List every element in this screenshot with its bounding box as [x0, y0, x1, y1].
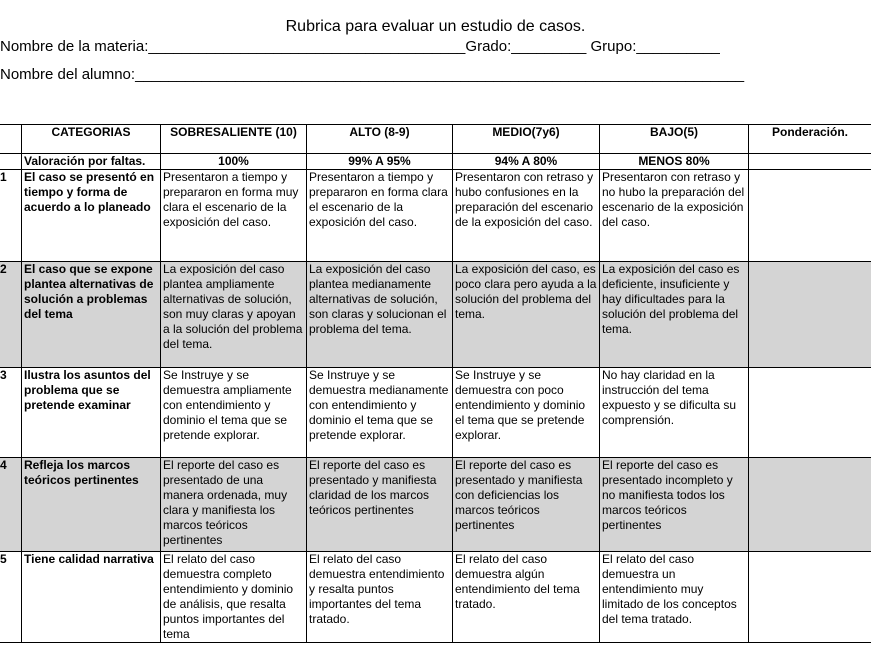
valoracion-row: [0, 154, 871, 170]
document-title: Rubrica para evaluar un estudio de casos.: [285, 18, 586, 35]
row-sobresaliente: El relato del caso demuestra completo entendimiento y dominio de análisis, que resalta puntos importantes del tema: [161, 552, 307, 643]
row-category: Tiene calidad narrativa: [22, 552, 161, 643]
valoracion-bajo: MENOS 80%: [600, 154, 749, 170]
header-categorias: CATEGORIAS: [22, 125, 161, 154]
row-alto: Presentaron a tiempo y prepararon en forma clara el escenario de la exposición del caso.: [307, 170, 453, 262]
header-number: [0, 125, 22, 154]
valoracion-medio: 94% A 80%: [453, 154, 600, 170]
row-bajo: No hay claridad en la instrucción del tema expuesto y se dificulta su comprensión.: [600, 368, 749, 458]
row-bajo: Presentaron con retraso y no hubo la preparación del escenario de la exposición del caso.: [600, 170, 749, 262]
row-sobresaliente: La exposición del caso plantea ampliamente alternativas de solución, son muy claras y apoyan a la solución del problema del tema.: [161, 262, 307, 368]
row-category: Ilustra los asuntos del problema que se pretende examinar: [22, 368, 161, 458]
row-alto: La exposición del caso plantea medianamente alternativas de solución, son claras y solucionan el problema del tema.: [307, 262, 453, 368]
row-ponderacion[interactable]: [749, 170, 871, 262]
row-category: El caso que se expone plantea alternativas de solución a problemas del tema: [22, 262, 161, 368]
row-number: 4: [0, 458, 22, 552]
row-medio: El relato del caso demuestra algún entendimiento del tema tratado.: [453, 552, 600, 643]
header-medio: MEDIO(7y6): [453, 125, 600, 154]
valoracion-number: [0, 154, 22, 170]
row-category: Refleja los marcos teóricos pertinentes: [22, 458, 161, 552]
row-ponderacion[interactable]: [749, 552, 871, 643]
valoracion-label: Valoración por faltas.: [22, 154, 161, 170]
row-bajo: El relato del caso demuestra un entendimiento muy limitado de los conceptos del tema tratado.: [600, 552, 749, 643]
row-bajo: La exposición del caso es deficiente, insuficiente y hay dificultades para la solución del problema del tema.: [600, 262, 749, 368]
row-category: El caso se presentó en tiempo y forma de acuerdo a lo planeado: [22, 170, 161, 262]
row-alto: El relato del caso demuestra entendimiento y resalta puntos importantes del tema tratado.: [307, 552, 453, 643]
row-sobresaliente: Presentaron a tiempo y prepararon en forma muy clara el escenario de la exposición del caso.: [161, 170, 307, 262]
header-row: [0, 125, 871, 154]
row-alto: El reporte del caso es presentado y manifiesta claridad de los marcos teóricos pertinentes: [307, 458, 453, 552]
student-name-line: Nombre del alumno:_________________________________________________________________________: [0, 66, 745, 83]
row-number: 5: [0, 552, 22, 643]
valoracion-ponderacion: [749, 154, 871, 170]
row-number: 1: [0, 170, 22, 262]
row-medio: El reporte del caso es presentado y manifiesta con deficiencias los marcos teóricos pertinentes: [453, 458, 600, 552]
row-ponderacion[interactable]: [749, 458, 871, 552]
row-alto: Se Instruye y se demuestra medianamente con entendimiento y dominio el tema que se pretende explorar.: [307, 368, 453, 458]
header-ponderacion: Ponderación.: [749, 125, 871, 154]
header-bajo: BAJO(5): [600, 125, 749, 154]
row-medio: La exposición del caso, es poco clara pero ayuda a la solución del problema del tema.: [453, 262, 600, 368]
subject-grade-group-line: Nombre de la materia:______________________________________Grado:_________ Grupo:__________: [0, 38, 720, 55]
header-sobresaliente: SOBRESALIENTE (10): [161, 125, 307, 154]
row-medio: Presentaron con retraso y hubo confusiones en la preparación del escenario de la exposición del caso.: [453, 170, 600, 262]
row-sobresaliente: Se Instruye y se demuestra ampliamente con entendimiento y dominio el tema que se pretende explorar.: [161, 368, 307, 458]
row-number: 3: [0, 368, 22, 458]
rubric-row-2: [0, 262, 871, 368]
row-ponderacion[interactable]: [749, 262, 871, 368]
row-sobresaliente: El reporte del caso es presentado de una manera ordenada, muy clara y manifiesta los marcos teóricos pertinentes: [161, 458, 307, 552]
rubric-row-3: [0, 368, 871, 458]
valoracion-sobresaliente: 100%: [161, 154, 307, 170]
valoracion-alto: 99% A 95%: [307, 154, 453, 170]
row-ponderacion[interactable]: [749, 368, 871, 458]
row-bajo: El reporte del caso es presentado incompleto y no manifiesta todos los marcos teóricos pertinentes: [600, 458, 749, 552]
rubric-table: [0, 124, 871, 643]
rubric-row-4: [0, 458, 871, 552]
row-number: 2: [0, 262, 22, 368]
rubric-row-5: [0, 552, 871, 643]
rubric-row-1: [0, 170, 871, 262]
header-alto: ALTO (8-9): [307, 125, 453, 154]
row-medio: Se Instruye y se demuestra con poco entendimiento y dominio el tema que se pretende explorar.: [453, 368, 600, 458]
